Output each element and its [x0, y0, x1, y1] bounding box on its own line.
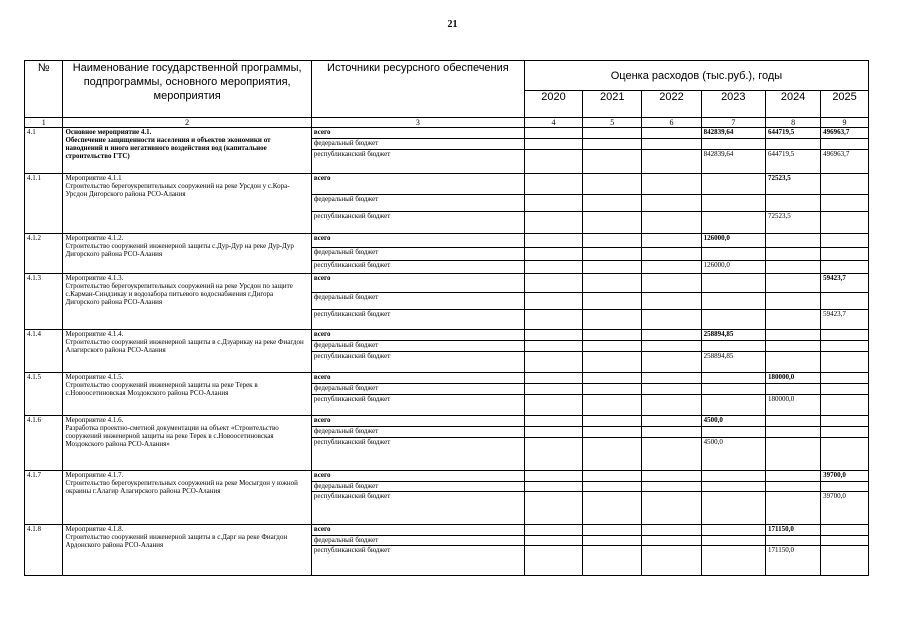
source-republic: республиканский бюджет	[311, 352, 524, 373]
source-republic: республиканский бюджет	[311, 438, 524, 471]
amount-cell	[766, 427, 821, 438]
activity-name	[63, 330, 311, 373]
amount-cell	[766, 384, 821, 395]
column-number: 4	[524, 118, 582, 128]
activity-description: Строительство сооружений инженерной защиты в с.Дарг на реке Фиагдон Ардонского района РСО-Алания	[65, 533, 288, 549]
amount-cell	[821, 438, 869, 471]
amount-cell	[642, 234, 701, 248]
column-number: 1	[25, 118, 63, 128]
amount-cell	[583, 471, 642, 482]
activity-description: Строительство сооружений инженерной защиты на реке Терек в с.Новоосетиновская Моздокского района РСО-Алания	[65, 381, 258, 397]
amount-cell	[583, 373, 642, 384]
amount-cell	[821, 427, 869, 438]
amount-cell	[642, 212, 701, 234]
amount-cell	[524, 536, 582, 546]
amount-cell	[642, 274, 701, 293]
amount-cell	[766, 195, 821, 212]
source-federal: федеральный бюджет	[311, 384, 524, 395]
row-number: 4.1.7	[25, 471, 63, 525]
source-federal: федеральный бюджет	[311, 248, 524, 261]
amount-cell: 126000,0	[701, 234, 765, 248]
amount-cell	[642, 482, 701, 492]
column-number: 6	[642, 118, 701, 128]
amount-cell	[701, 384, 765, 395]
table-row	[25, 373, 869, 384]
amount-cell	[524, 330, 582, 341]
amount-cell	[766, 248, 821, 261]
amount-cell	[821, 546, 869, 576]
amount-cell	[701, 248, 765, 261]
column-number: 2	[63, 118, 311, 128]
activity-title: Мероприятие 4.1.4.	[65, 330, 124, 338]
amount-cell	[701, 195, 765, 212]
row-number: 4.1.2	[25, 234, 63, 274]
source-total: всего	[311, 128, 524, 139]
amount-cell	[642, 261, 701, 274]
amount-cell	[821, 373, 869, 384]
amount-cell: 72523,5	[766, 174, 821, 195]
amount-cell	[766, 471, 821, 482]
activity-title: Мероприятие 4.1.6.	[65, 416, 124, 424]
amount-cell: 644719,5	[766, 150, 821, 174]
amount-cell	[583, 492, 642, 525]
table-row	[25, 128, 869, 139]
amount-cell	[524, 234, 582, 248]
page-number: 21	[447, 19, 458, 30]
amount-cell	[583, 330, 642, 341]
amount-cell	[524, 416, 582, 427]
expenses-table	[24, 60, 869, 576]
activity-name	[63, 274, 311, 330]
activity-name	[63, 471, 311, 525]
amount-cell	[642, 438, 701, 471]
amount-cell	[642, 293, 701, 310]
amount-cell	[583, 274, 642, 293]
amount-cell: 644719,5	[766, 128, 821, 139]
amount-cell	[701, 427, 765, 438]
amount-cell: 39700,0	[821, 492, 869, 525]
amount-cell: 258894,85	[701, 330, 765, 341]
amount-cell	[642, 471, 701, 482]
amount-cell	[821, 416, 869, 427]
amount-cell	[524, 261, 582, 274]
column-number: 7	[701, 118, 765, 128]
amount-cell	[642, 373, 701, 384]
amount-cell: 72523,5	[766, 212, 821, 234]
amount-cell	[821, 195, 869, 212]
amount-cell	[642, 536, 701, 546]
header-year: 2020	[524, 91, 582, 118]
amount-cell	[583, 438, 642, 471]
source-federal: федеральный бюджет	[311, 195, 524, 212]
source-republic: республиканский бюджет	[311, 546, 524, 576]
amount-cell	[821, 248, 869, 261]
amount-cell	[524, 438, 582, 471]
activity-name	[63, 416, 311, 471]
row-number: 4.1	[25, 128, 63, 174]
amount-cell	[524, 139, 582, 150]
amount-cell	[701, 139, 765, 150]
activity-description: Обеспечение защищенности населения и объектов экономики от наводнений и иного негативного воздействия вод (капитальное строительство ГТС)	[65, 136, 271, 160]
table-row	[25, 274, 869, 293]
table-row	[25, 416, 869, 427]
row-number: 4.1.1	[25, 174, 63, 234]
amount-cell	[766, 416, 821, 427]
amount-cell	[701, 274, 765, 293]
activity-description: Строительство сооружений инженерной защиты с.Дур-Дур на реке Дур-Дур Дигорского района РСО-Алания	[65, 242, 294, 258]
activity-description: Строительство берегоукрепительных сооружений на реке Мосыгдон у южной окраины г.Алагир Алагирского района РСО-Алания	[65, 479, 298, 495]
amount-cell	[821, 352, 869, 373]
amount-cell	[766, 352, 821, 373]
amount-cell: 126000,0	[701, 261, 765, 274]
amount-cell	[821, 139, 869, 150]
amount-cell: 842839,64	[701, 150, 765, 174]
amount-cell	[821, 261, 869, 274]
amount-cell	[821, 525, 869, 536]
amount-cell	[701, 395, 765, 416]
header-name: Наименование государственной программы, подпрограммы, основного мероприятия, мероприятия	[63, 61, 311, 118]
amount-cell	[583, 525, 642, 536]
amount-cell: 4500,0	[701, 416, 765, 427]
amount-cell	[524, 150, 582, 174]
header-year: 2023	[701, 91, 765, 118]
amount-cell	[701, 373, 765, 384]
amount-cell	[583, 261, 642, 274]
amount-cell	[821, 234, 869, 248]
amount-cell: 496963,7	[821, 150, 869, 174]
amount-cell	[524, 195, 582, 212]
row-number: 4.1.6	[25, 416, 63, 471]
amount-cell	[642, 384, 701, 395]
source-republic: республиканский бюджет	[311, 310, 524, 330]
amount-cell	[766, 293, 821, 310]
source-republic: республиканский бюджет	[311, 150, 524, 174]
amount-cell	[583, 546, 642, 576]
amount-cell	[583, 248, 642, 261]
amount-cell	[583, 416, 642, 427]
amount-cell	[766, 234, 821, 248]
amount-cell	[642, 139, 701, 150]
amount-cell	[642, 427, 701, 438]
source-total: всего	[311, 525, 524, 536]
column-number: 9	[821, 118, 869, 128]
source-republic: республиканский бюджет	[311, 212, 524, 234]
table-row	[25, 234, 869, 248]
column-number: 8	[766, 118, 821, 128]
amount-cell	[583, 150, 642, 174]
source-total: всего	[311, 274, 524, 293]
amount-cell	[701, 492, 765, 525]
amount-cell	[642, 128, 701, 139]
amount-cell	[821, 212, 869, 234]
amount-cell	[766, 139, 821, 150]
amount-cell	[766, 330, 821, 341]
activity-name	[63, 525, 311, 576]
amount-cell	[766, 438, 821, 471]
amount-cell: 496963,7	[821, 128, 869, 139]
amount-cell	[524, 174, 582, 195]
amount-cell	[583, 536, 642, 546]
amount-cell	[766, 310, 821, 330]
amount-cell	[524, 274, 582, 293]
header-year: 2021	[583, 91, 642, 118]
amount-cell	[701, 546, 765, 576]
amount-cell	[701, 482, 765, 492]
table-row	[25, 525, 869, 536]
amount-cell	[524, 471, 582, 482]
source-federal: федеральный бюджет	[311, 293, 524, 310]
amount-cell	[524, 384, 582, 395]
amount-cell	[821, 384, 869, 395]
amount-cell	[701, 293, 765, 310]
amount-cell	[583, 234, 642, 248]
activity-title: Мероприятие 4.1.8.	[65, 525, 124, 533]
row-number: 4.1.8	[25, 525, 63, 576]
amount-cell	[642, 248, 701, 261]
amount-cell	[642, 525, 701, 536]
amount-cell	[642, 310, 701, 330]
amount-cell	[524, 373, 582, 384]
amount-cell	[821, 341, 869, 352]
amount-cell	[524, 352, 582, 373]
table-row	[25, 471, 869, 482]
amount-cell	[766, 274, 821, 293]
amount-cell	[524, 395, 582, 416]
activity-description: Строительство сооружений инженерной защиты в с.Дзуарикау на реке Фиагдон Алагирского района РСО-Алания	[65, 338, 304, 354]
source-federal: федеральный бюджет	[311, 427, 524, 438]
amount-cell	[821, 482, 869, 492]
amount-cell	[642, 195, 701, 212]
source-total: всего	[311, 416, 524, 427]
amount-cell: 39700,0	[821, 471, 869, 482]
activity-title: Мероприятие 4.1.3.	[65, 274, 124, 282]
activity-description: Строительство берегоукрепительных сооружений на реке Урсдон по защите с.Карман-Синдзикау и водозабора питьевого водоснабжения г.Дигора Дигорского района РСО-Алания	[65, 282, 293, 306]
activity-description: Строительство берегоукрепительных сооружений на реке Урсдон у с.Кора-Урсдон Дигорского района РСО-Алания	[65, 182, 290, 198]
amount-cell	[524, 492, 582, 525]
amount-cell	[766, 482, 821, 492]
source-republic: республиканский бюджет	[311, 492, 524, 525]
amount-cell	[766, 492, 821, 525]
amount-cell	[701, 536, 765, 546]
amount-cell	[642, 416, 701, 427]
source-total: всего	[311, 234, 524, 248]
row-number: 4.1.4	[25, 330, 63, 373]
amount-cell	[524, 248, 582, 261]
amount-cell	[583, 482, 642, 492]
source-federal: федеральный бюджет	[311, 536, 524, 546]
activity-name	[63, 128, 311, 174]
amount-cell	[642, 492, 701, 525]
activity-title: Мероприятие 4.1.2.	[65, 234, 124, 242]
header-year: 2024	[766, 91, 821, 118]
header-year: 2025	[821, 91, 869, 118]
amount-cell	[583, 352, 642, 373]
row-number: 4.1.5	[25, 373, 63, 416]
header-number: №	[25, 61, 63, 118]
amount-cell	[524, 427, 582, 438]
amount-cell	[524, 341, 582, 352]
source-republic: республиканский бюджет	[311, 261, 524, 274]
amount-cell	[701, 525, 765, 536]
amount-cell	[701, 341, 765, 352]
amount-cell	[642, 395, 701, 416]
amount-cell	[583, 128, 642, 139]
source-total: всего	[311, 330, 524, 341]
amount-cell	[701, 174, 765, 195]
amount-cell	[642, 330, 701, 341]
amount-cell: 180000,0	[766, 395, 821, 416]
activity-name	[63, 174, 311, 234]
source-federal: федеральный бюджет	[311, 139, 524, 150]
amount-cell	[524, 525, 582, 536]
source-total: всего	[311, 373, 524, 384]
activity-title: Мероприятие 4.1.1	[65, 174, 122, 182]
amount-cell	[642, 150, 701, 174]
amount-cell: 258894,85	[701, 352, 765, 373]
amount-cell	[583, 195, 642, 212]
amount-cell: 171150,0	[766, 525, 821, 536]
activity-name	[63, 234, 311, 274]
amount-cell	[524, 212, 582, 234]
source-total: всего	[311, 174, 524, 195]
header-source: Источники ресурсного обеспечения	[311, 61, 524, 118]
amount-cell	[821, 293, 869, 310]
amount-cell	[821, 330, 869, 341]
amount-cell	[642, 352, 701, 373]
amount-cell	[524, 293, 582, 310]
activity-title: Основное мероприятие 4.1.	[65, 128, 152, 136]
amount-cell	[583, 310, 642, 330]
header-year: 2022	[642, 91, 701, 118]
amount-cell	[821, 395, 869, 416]
amount-cell: 59423,7	[821, 310, 869, 330]
amount-cell	[642, 174, 701, 195]
amount-cell	[524, 482, 582, 492]
column-number-row	[25, 118, 869, 128]
amount-cell	[583, 293, 642, 310]
source-republic: республиканский бюджет	[311, 395, 524, 416]
amount-cell	[583, 395, 642, 416]
column-number: 3	[311, 118, 524, 128]
amount-cell	[701, 471, 765, 482]
amount-cell	[583, 427, 642, 438]
amount-cell	[701, 212, 765, 234]
amount-cell	[583, 341, 642, 352]
amount-cell	[642, 341, 701, 352]
amount-cell	[821, 174, 869, 195]
amount-cell: 842839,64	[701, 128, 765, 139]
amount-cell: 171150,0	[766, 546, 821, 576]
amount-cell	[766, 536, 821, 546]
amount-cell	[701, 310, 765, 330]
column-number: 5	[583, 118, 642, 128]
amount-cell	[821, 536, 869, 546]
source-total: всего	[311, 471, 524, 482]
amount-cell	[524, 310, 582, 330]
amount-cell	[642, 546, 701, 576]
amount-cell: 180000,0	[766, 373, 821, 384]
amount-cell	[766, 261, 821, 274]
table-row	[25, 174, 869, 195]
amount-cell	[524, 546, 582, 576]
amount-cell	[583, 139, 642, 150]
activity-title: Мероприятие 4.1.5.	[65, 373, 124, 381]
header-estimate: Оценка расходов (тыс.руб.), годы	[524, 61, 868, 91]
amount-cell	[583, 212, 642, 234]
amount-cell	[766, 341, 821, 352]
source-federal: федеральный бюджет	[311, 482, 524, 492]
activity-description: Разработка проектно-сметной документации на объект «Строительство сооружений инженерной защиты на реке Терек в с.Новоосетиновская Моздокского района РСО-Алания»	[65, 424, 279, 448]
activity-title: Мероприятие 4.1.7.	[65, 471, 124, 479]
amount-cell	[583, 384, 642, 395]
amount-cell	[524, 128, 582, 139]
amount-cell: 59423,7	[821, 274, 869, 293]
row-number: 4.1.3	[25, 274, 63, 330]
source-federal: федеральный бюджет	[311, 341, 524, 352]
amount-cell	[583, 174, 642, 195]
amount-cell: 4500,0	[701, 438, 765, 471]
table-row	[25, 330, 869, 341]
activity-name	[63, 373, 311, 416]
